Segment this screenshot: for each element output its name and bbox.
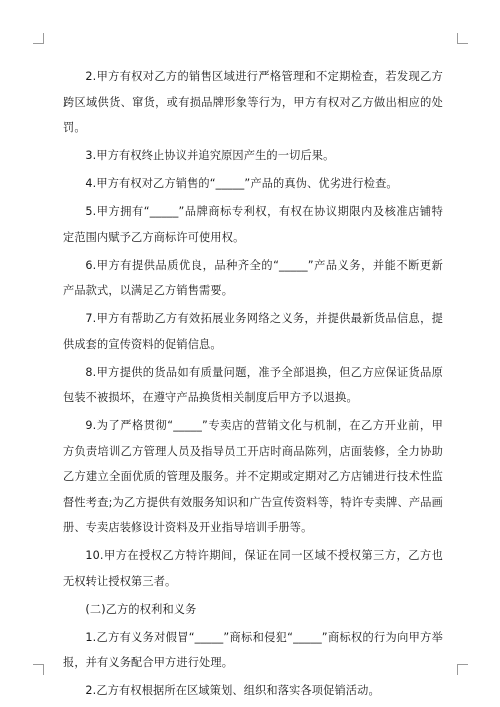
clause-b2: 2.乙方有权根据所在区域策划、组织和落实各项促销活动。 [85, 684, 380, 697]
clause-a5: 5.甲方拥有“_____”品牌商标专利权，有权在协议期限内及核准店铺特定范围内赋予乙方商标许可使用权。 [63, 205, 443, 244]
clause-a6: 6.甲方有提供品质优良，品种齐全的“_____”产品义务，并能不断更新产品款式，以满足乙方销售需要。 [63, 258, 443, 297]
crop-mark-bottom-right [457, 664, 468, 675]
clause-a2: 2.甲方有权对乙方的销售区域进行严格管理和不定期检查，若发现乙方跨区域供货、窜货，或有损品牌形象等行为，甲方有权对乙方做出相应的处罚。 [63, 70, 443, 134]
section-heading-party-b: (二)乙方的权利和义务 [85, 602, 197, 616]
document-body [63, 64, 443, 706]
clause-a10: 10.甲方在授权乙方特许期间，保证在同一区域不授权第三方，乙方也无权转让授权第三者。 [63, 549, 443, 588]
crop-mark-top-right [457, 33, 468, 44]
clause-a4: 4.甲方有权对乙方销售的“_____”产品的真伪、优劣进行检查。 [85, 177, 398, 190]
crop-mark-top-left [33, 33, 44, 44]
clause-a3: 3.甲方有权终止协议并追究原因产生的一切后果。 [85, 149, 335, 162]
clause-a7: 7.甲方有帮助乙方有效拓展业务网络之义务，并提供最新货品信息，提供成套的宣传资料的促销信息。 [63, 312, 443, 351]
clause-a9: 9.为了严格贯彻“_____”专卖店的营销文化与机制，在乙方开业前，甲方负责培训乙方管理人员及指导员工开店时商品陈列，店面装修，全力协助乙方建立全面优质的管理及服务。并不定期或定期对乙方店铺进行技术性监督性考查;为乙方提供有效服务知识和广告宣传资料等，特许专卖牌、产品画册、专卖店装修设计资料及开业指导培训手册等。 [63, 419, 443, 534]
crop-mark-bottom-left [33, 664, 44, 675]
clause-a8: 8.甲方提供的货品如有质量问题，准予全部退换，但乙方应保证货品原包装不被损坏，在遵守产品换货相关制度后甲方予以退换。 [63, 365, 443, 404]
clause-b1: 1.乙方有义务对假冒“_____”商标和侵犯“_____”商标权的行为向甲方举报，并有义务配合甲方进行处理。 [63, 630, 443, 669]
